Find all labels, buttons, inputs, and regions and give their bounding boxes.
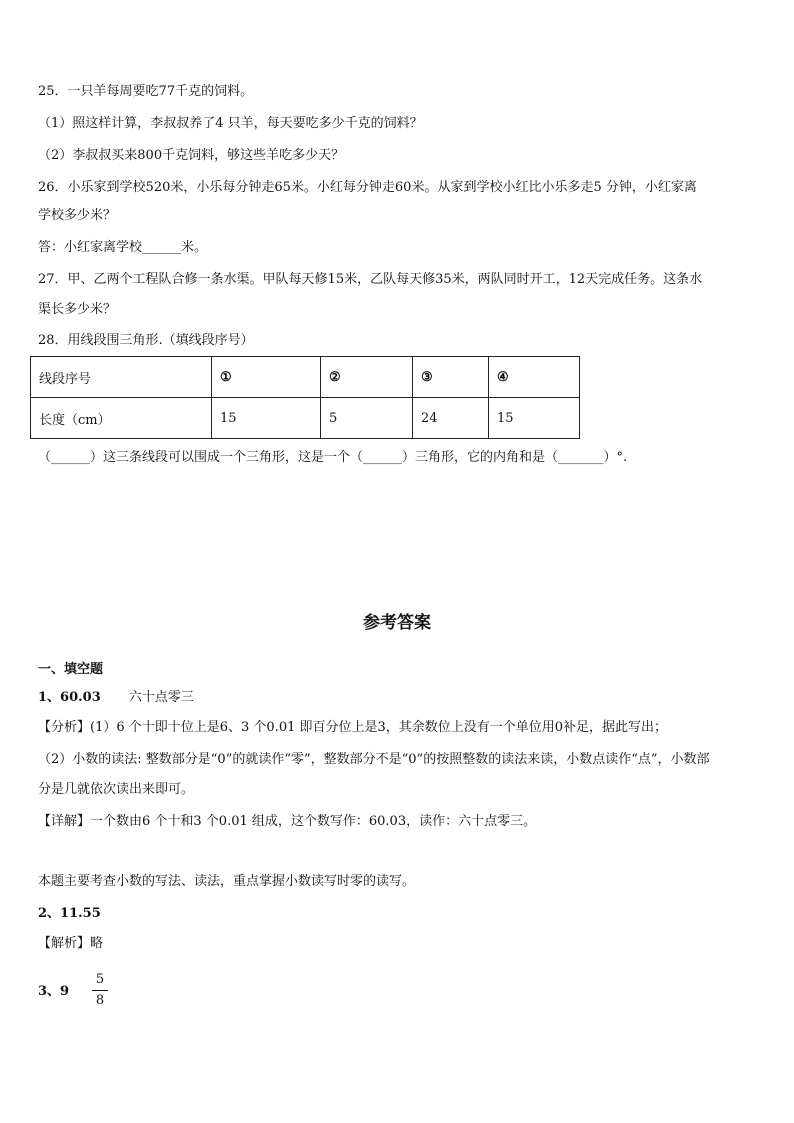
answer-1-analysis2a: （2）小数的读法: 整数部分是“0”的就读作“零”，整数部分不是“0”的按照整数的读法来读，小数点读作“点”，小数部 bbox=[38, 752, 710, 767]
q28-stem: 28．用线段围三角形.（填线段序号） bbox=[38, 333, 254, 348]
table-header-cell: ③ bbox=[413, 357, 489, 398]
table-header-cell: ① bbox=[212, 357, 321, 398]
answer-3-head: 3、9 bbox=[38, 984, 70, 999]
table-cell: 15 bbox=[212, 398, 321, 439]
answer-1-value: 1、60.03 bbox=[38, 690, 101, 705]
q27-line2: 渠长多少米？ bbox=[38, 302, 117, 317]
fraction-bar bbox=[92, 990, 108, 991]
answer-1-head bbox=[38, 688, 194, 708]
q27-line1: 27．甲、乙两个工程队合修一条水渠。甲队每天修15米，乙队每天修35米，两队同时开工，12天完成任务。这条水 bbox=[38, 272, 703, 287]
answers-title: 参考答案 bbox=[363, 613, 431, 633]
q25-sub1: （1）照这样计算，李叔叔养了4 只羊，每天要吃多少千克的饲料？ bbox=[38, 116, 423, 131]
section-heading: 一、填空题 bbox=[38, 662, 104, 677]
table-row bbox=[31, 398, 580, 439]
answer-3-fraction bbox=[92, 972, 108, 1009]
table-cell: 24 bbox=[413, 398, 489, 439]
answer-2-analysis: 【解析】略 bbox=[38, 936, 104, 951]
q26-line2: 学校多少米？ bbox=[38, 208, 117, 223]
table-row bbox=[31, 357, 580, 398]
table-cell: 15 bbox=[489, 398, 580, 439]
q26-answer: 答：小红家离学校______米。 bbox=[38, 240, 208, 255]
fraction-numerator: 5 bbox=[95, 972, 105, 987]
answer-1-summary: 本题主要考查小数的写法、读法，重点掌握小数读写时零的读写。 bbox=[38, 874, 416, 889]
table-cell: 长度（cm） bbox=[31, 398, 212, 439]
table-cell: 5 bbox=[321, 398, 413, 439]
segment-table bbox=[30, 356, 580, 439]
table-header-cell: ② bbox=[321, 357, 413, 398]
answer-1-detail: 【详解】一个数由6 个十和3 个0.01 组成，这个数写作：60.03，读作：六十点零三。 bbox=[38, 814, 537, 829]
q25-stem: 25．一只羊每周要吃77千克的饲料。 bbox=[38, 84, 254, 99]
answer-1-analysis1: 【分析】(1）6 个十即十位上是6、3 个0.01 即百分位上是3，其余数位上没有一个单位用0补足，据此写出； bbox=[38, 720, 668, 735]
fraction-denominator: 8 bbox=[95, 993, 105, 1008]
q25-sub2: （2）李叔叔买来800千克饲料，够这些羊吃多少天？ bbox=[38, 148, 345, 163]
q26-line1: 26．小乐家到学校520米，小乐每分钟走65米。小红每分钟走60米。从家到学校小红比小乐多走5 分钟，小红家离 bbox=[38, 180, 697, 195]
answer-1-reading: 六十点零三 bbox=[128, 690, 194, 705]
answer-1-analysis2b: 分是几就依次读出来即可。 bbox=[38, 782, 195, 797]
table-header-cell: 线段序号 bbox=[31, 357, 212, 398]
table-header-cell: ④ bbox=[489, 357, 580, 398]
answer-2-head: 2、11.55 bbox=[38, 906, 101, 921]
q28-blank-line: （______）这三条线段可以围成一个三角形，这是一个（______）三角形，它的内角和是（_______）°. bbox=[38, 450, 628, 465]
